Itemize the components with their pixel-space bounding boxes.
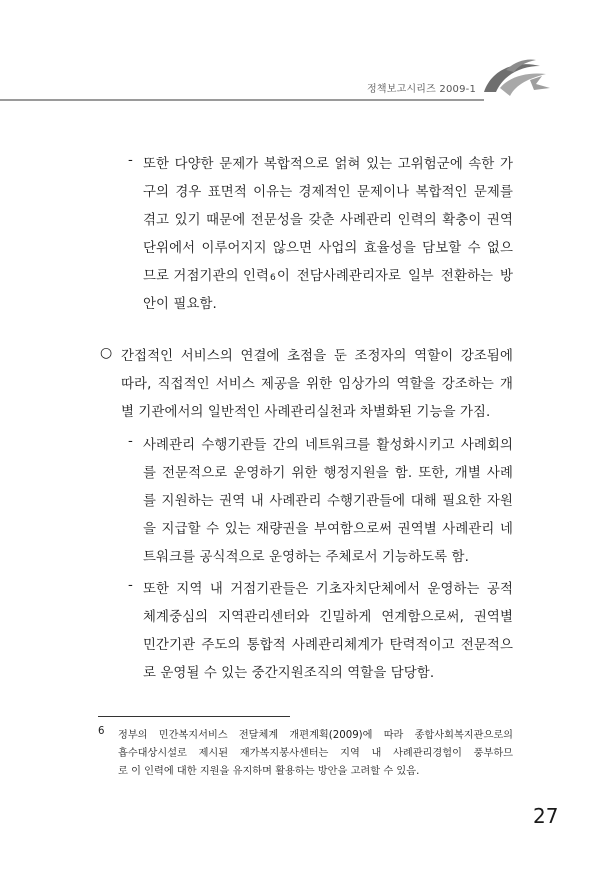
footnote-line: 로 이 인력에 대한 지원을 유지하며 활용하는 방안을 고려할 수 있음. (118, 766, 420, 777)
page-number: 27 (533, 804, 559, 828)
body-line: 별 기관에서의 일반적인 사례관리실천과 차별화된 기능을 가짐. (121, 405, 491, 420)
body-line: 안이 필요함. (143, 297, 217, 312)
dash-marker: - (128, 578, 133, 593)
dash-marker: - (128, 434, 133, 449)
body-line-with-footnote (143, 265, 513, 284)
body-line: 트워크를 공식적으로 운영하는 주체로서 기능하도록 함. (143, 550, 469, 565)
body-line: 단위에서 이루어지지 않으면 사업의 효율성을 담보할 수 없으 (143, 241, 513, 256)
footnote-number: 6 (98, 726, 105, 737)
footnote-reference[interactable]: 6 (270, 273, 276, 283)
body-line: 또한 다양한 문제가 복합적으로 얽혀 있는 고위험군에 속한 가 (143, 157, 513, 172)
body-text: 므로 거점기관의 인력 (143, 269, 270, 284)
footnote-line: 흡수대상시설로 제시된 재가복지봉사센터는 지역 내 사례관리경험이 풍부하므 (118, 748, 513, 759)
footnote-line: 정부의 민간복지서비스 전달체계 개편계획(2009)에 따라 종합사회복지관으로의 (118, 730, 513, 741)
header-rule (0, 99, 484, 101)
body-line: 로 운영될 수 있는 중간지원조직의 역할을 담당함. (143, 666, 435, 681)
body-line: 민간기관 주도의 통합적 사례관리체계가 탄력적이고 전문적으 (143, 638, 513, 653)
body-line: 을 지급할 수 있는 재량권을 부여함으로써 권역별 사례관리 네 (143, 522, 513, 537)
body-line: 따라, 직접적인 서비스 제공을 위한 임상가의 역할을 강조하는 개 (121, 377, 513, 392)
footnote-rule (98, 716, 290, 717)
body-line: 사례관리 수행기관들 간의 네트워크를 활성화시키고 사례회의 (143, 438, 513, 453)
body-line: 또한 지역 내 거점기관들은 기초자치단체에서 운영하는 공적 (143, 582, 513, 597)
running-header: 정책보고시리즈 2009-1 (367, 84, 477, 95)
dash-marker: - (128, 153, 133, 168)
body-text: 이 전담사례관리자로 일부 전환하는 방 (276, 269, 513, 284)
body-line: 구의 경우 표면적 이유는 경제적인 문제이나 복합적인 문제를 (143, 185, 513, 200)
circle-bullet-icon: ○ (100, 345, 113, 361)
body-line: 를 지원하는 권역 내 사례관리 수행기관들에 대해 필요한 자원 (143, 494, 513, 509)
body-line: 체계중심의 지역관리센터와 긴밀하게 연계함으로써, 권역별 (143, 610, 513, 625)
body-line: 겪고 있기 때문에 전문성을 갖춘 사례관리 인력의 확충이 권역 (143, 213, 513, 228)
body-line: 를 전문적으로 운영하기 위한 행정지원을 함. 또한, 개별 사례 (143, 466, 513, 481)
bird-swoosh-logo-icon (470, 52, 554, 116)
body-line: 간접적인 서비스의 연결에 초점을 둔 조정자의 역할이 강조됨에 (121, 349, 513, 364)
